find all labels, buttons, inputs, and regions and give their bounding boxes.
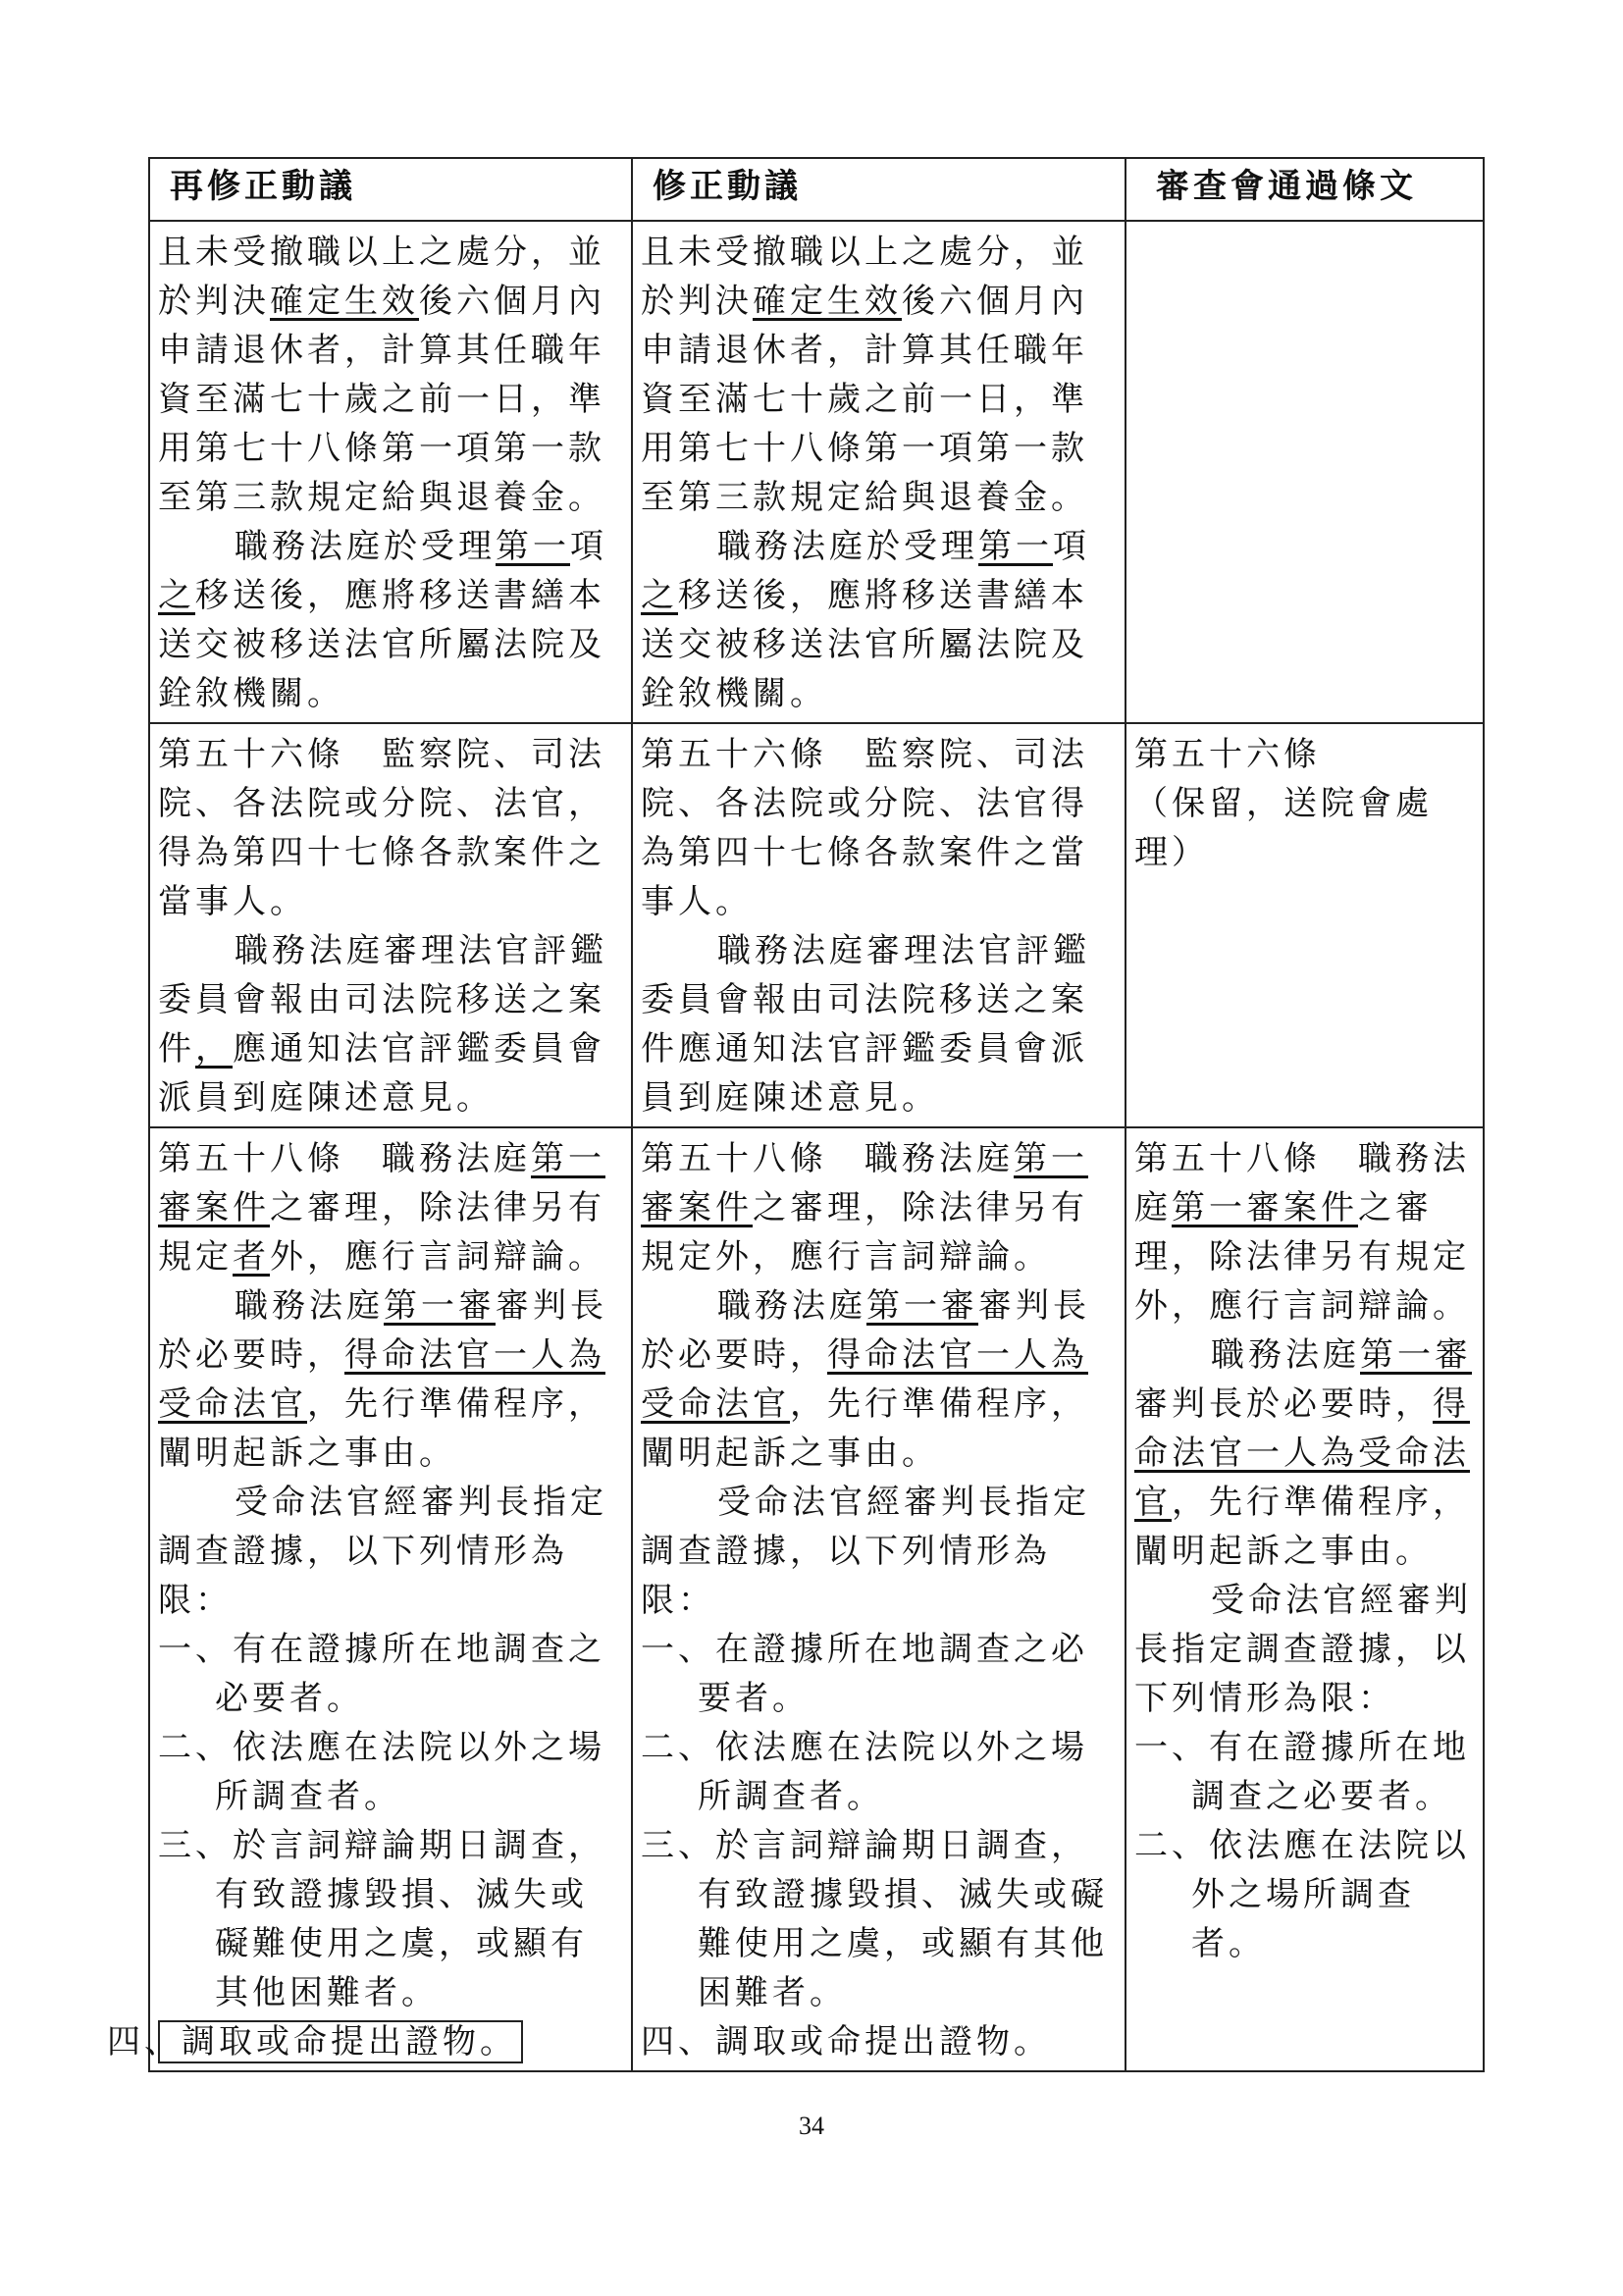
table-row <box>149 723 1484 1127</box>
comparison-table <box>107 157 1485 2072</box>
committee-text-cell <box>1126 221 1484 723</box>
text-segment: ，先行準備程序，闡明起訴之事由。 <box>1134 1483 1470 1571</box>
paragraph <box>641 228 1117 522</box>
underlined-text: 第一 <box>496 527 570 566</box>
underlined-text: 之 <box>158 576 195 615</box>
text-segment: 審判長於必要時， <box>1134 1384 1433 1424</box>
list-item <box>641 1723 1117 1821</box>
underlined-text: 得命法官一人為受命法官 <box>1134 1384 1470 1522</box>
underlined-text: 確定生效 <box>753 282 902 321</box>
paragraph <box>1134 1134 1475 1331</box>
text-segment: 第五十八條 職務法庭 <box>641 1139 1014 1178</box>
text-segment: 職務法庭審理法官評鑑委員會報由司法院移送之案件 <box>158 931 607 1069</box>
text-segment: 職務法庭於受理 <box>717 527 978 566</box>
text-segment: 之審理，除法律另有規定外，應行言詞辯論。 <box>1134 1188 1470 1326</box>
list-item <box>1134 1821 1475 1968</box>
text-segment: 四、調取或命提出證物。 <box>641 2022 1051 2061</box>
boxed-text <box>107 2020 523 2063</box>
committee-text-cell <box>1126 1127 1484 2071</box>
underlined-text: 之 <box>641 576 678 615</box>
committee-text-cell <box>1126 723 1484 1127</box>
underlined-text: 第一審案件 <box>641 1139 1088 1227</box>
paragraph <box>641 522 1117 718</box>
header-committee-text: 審查會通過條文 <box>1126 158 1484 221</box>
text-segment: 二、依法應在法院以外之場所調查者。 <box>158 1728 605 1816</box>
table-body <box>107 221 1484 2071</box>
paragraph <box>1134 1331 1475 1576</box>
underlined-text: 得命法官一人為受命法官 <box>641 1335 1088 1424</box>
table-row <box>149 221 1484 723</box>
underlined-text: 第一 <box>978 527 1053 566</box>
text-segment: 二、依法應在法院以外之場所調查者。 <box>641 1728 1088 1816</box>
text-segment: 四、調取或命提出證物。 <box>107 2022 517 2061</box>
paragraph <box>641 730 1117 926</box>
text-segment: 三、於言詞辯論期日調查，有致證據毀損、滅失或礙難使用之虞，或顯有其他困難者。 <box>641 1826 1108 2012</box>
text-segment: 受命法官經審判長指定調查證據，以下列情形為限： <box>641 1483 1090 1620</box>
paragraph <box>641 1134 1117 1281</box>
text-segment: 第五十六條 監察院、司法院、各法院或分院、法官，得為第四十七條各款案件之當事人。 <box>158 735 605 921</box>
text-segment: 外，應行言詞辯論。 <box>270 1237 605 1277</box>
text-segment: 一、在證據所在地調查之必要者。 <box>641 1630 1088 1718</box>
underlined-text: 第一審案件 <box>158 1139 605 1227</box>
text-segment: 且未受撤職以上之處分，並於判決 <box>641 233 1088 321</box>
revised-motion-cell <box>149 723 632 1127</box>
underlined-text: 確定生效 <box>270 282 419 321</box>
underlined-text: 者 <box>233 1237 270 1277</box>
text-segment: 第五十八條 職務法庭 <box>1134 1139 1470 1227</box>
list-item <box>641 1625 1117 1723</box>
paragraph <box>1134 779 1475 877</box>
paragraph <box>641 926 1117 1122</box>
table-row <box>149 1127 1484 2071</box>
amendment-motion-cell <box>632 1127 1126 2071</box>
header-row <box>149 158 1484 221</box>
list-item <box>107 2017 623 2066</box>
text-segment: 職務法庭審理法官評鑑委員會報由司法院移送之案件應通知法官評鑑委員會派員到庭陳述意見。 <box>641 931 1090 1118</box>
text-segment: 第五十六條 監察院、司法院、各法院或分院、法官得為第四十七條各款案件之當事人。 <box>641 735 1088 921</box>
text-segment: ，先行準備程序，闡明起訴之事由。 <box>158 1384 605 1473</box>
paragraph <box>1134 1576 1475 1723</box>
header-amendment-motion: 修正動議 <box>632 158 1126 221</box>
list-item <box>641 2017 1117 2066</box>
text-segment: 第五十六條 <box>1134 735 1321 774</box>
page-number: 34 <box>799 2112 824 2140</box>
list-item <box>158 1821 623 2017</box>
paragraph <box>158 1478 623 1625</box>
text-segment: 後六個月內申請退休者，計算其任職年資至滿七十歲之前一日，準用第七十八條第一項第一款至第三款規定給與退養金。 <box>641 282 1088 517</box>
underlined-text: 得命法官一人為受命法官 <box>158 1335 605 1424</box>
paragraph <box>158 228 623 522</box>
text-segment: 職務法庭於受理 <box>235 527 496 566</box>
paragraph <box>158 730 623 926</box>
text-segment: 一、有在證據所在地調查之必要者。 <box>1134 1728 1470 1816</box>
text-segment: 職務法庭 <box>1211 1335 1360 1375</box>
list-item <box>158 1625 623 1723</box>
list-item <box>158 1723 623 1821</box>
amendment-motion-cell <box>632 221 1126 723</box>
underlined-text: 第一審 <box>384 1286 496 1326</box>
text-segment: 項 <box>570 527 607 566</box>
text-segment: 職務法庭 <box>717 1286 866 1326</box>
text-segment: 後六個月內申請退休者，計算其任職年資至滿七十歲之前一日，準用第七十八條第一項第一款至第三款規定給與退養金。 <box>158 282 605 517</box>
amendment-motion-cell <box>632 723 1126 1127</box>
paragraph <box>158 926 623 1122</box>
paragraph <box>641 1281 1117 1478</box>
text-segment: ，先行準備程序，闡明起訴之事由。 <box>641 1384 1088 1473</box>
paragraph <box>158 1281 623 1478</box>
text-segment: 且未受撤職以上之處分，並於判決 <box>158 233 605 321</box>
revised-motion-cell <box>149 221 632 723</box>
text-segment: （保留，送院會處理） <box>1134 784 1433 872</box>
underlined-text: 第一審 <box>1360 1335 1472 1375</box>
paragraph <box>158 1134 623 1281</box>
underlined-text: ， <box>195 1029 233 1069</box>
text-segment: 項 <box>1053 527 1090 566</box>
text-segment: 之審理，除法律另有規定外，應行言詞辯論。 <box>641 1188 1088 1277</box>
paragraph <box>641 1478 1117 1625</box>
underlined-text: 第一審 <box>866 1286 978 1326</box>
list-item <box>1134 1723 1475 1821</box>
underlined-text: 第一審案件 <box>1172 1188 1358 1227</box>
text-segment: 審判長於必要時， <box>641 1286 1090 1375</box>
text-segment: 受命法官經審判長指定調查證據，以下列情形為限： <box>158 1483 607 1620</box>
header-revised-motion: 再修正動議 <box>149 158 632 221</box>
revised-motion-cell <box>107 1127 632 2071</box>
text-segment: 之審理，除法律另有規定 <box>158 1188 605 1277</box>
text-segment: 受命法官經審判長指定調查證據，以下列情形為限： <box>1134 1581 1472 1718</box>
text-segment: 審判長於必要時， <box>158 1286 607 1375</box>
text-segment: 移送後，應將移送書繕本送交被移送法官所屬法院及銓敘機關。 <box>158 576 605 713</box>
text-segment: 移送後，應將移送書繕本送交被移送法官所屬法院及銓敘機關。 <box>641 576 1088 713</box>
paragraph <box>1134 730 1475 779</box>
text-segment: 三、於言詞辯論期日調查，有致證據毀損、滅失或礙難使用之虞，或顯有其他困難者。 <box>158 1826 605 2012</box>
text-segment: 職務法庭 <box>235 1286 384 1326</box>
text-segment: 第五十八條 職務法庭 <box>158 1139 531 1178</box>
text-segment: 二、依法應在法院以外之場所調查者。 <box>1134 1826 1470 1963</box>
text-segment: 應通知法官評鑑委員會派員到庭陳述意見。 <box>158 1029 605 1118</box>
paragraph <box>158 522 623 718</box>
text-segment: 一、有在證據所在地調查之必要者。 <box>158 1630 605 1718</box>
list-item <box>641 1821 1117 2017</box>
